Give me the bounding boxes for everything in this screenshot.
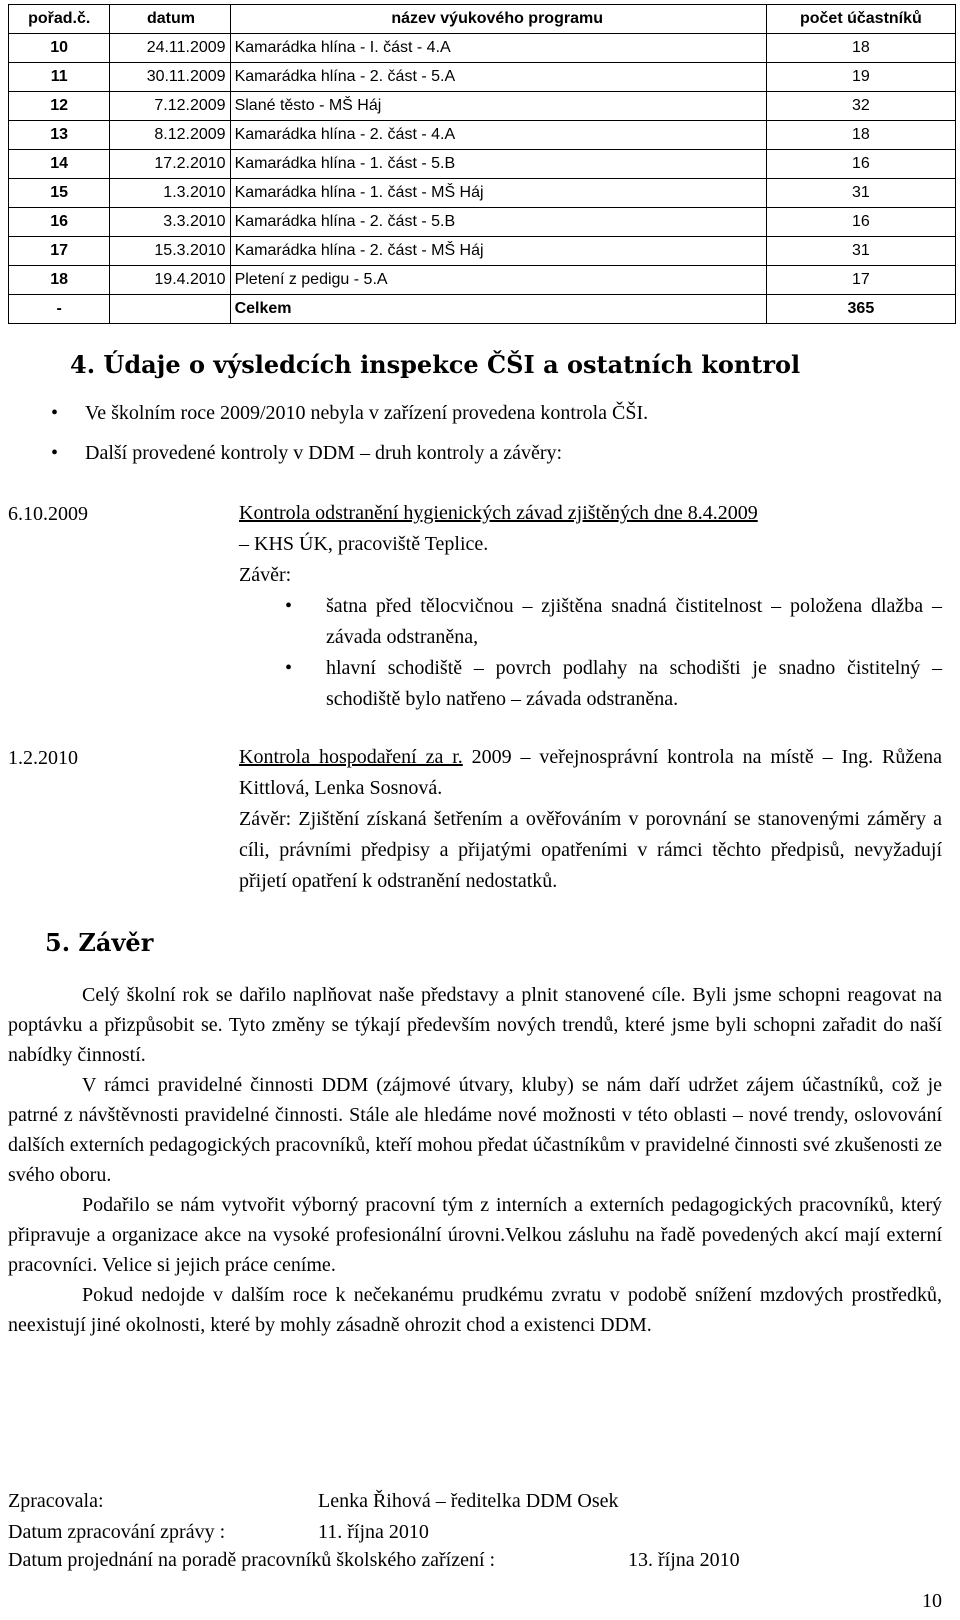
cell-num: 14 [9, 150, 110, 179]
cell-name: Kamarádka hlína - 2. část - 5.B [230, 208, 766, 237]
cell-count: 18 [766, 34, 955, 63]
cell-num: 12 [9, 92, 110, 121]
cell-date: 19.4.2010 [110, 266, 230, 295]
cell-num: 16 [9, 208, 110, 237]
table-header-row [9, 5, 956, 34]
bullet-icon: • [285, 595, 293, 617]
paragraph: V rámci pravidelné činnosti DDM (zájmové útvary, kluby) se nám daří udržet zájem účastníků, což je patrné z návštěvnosti pravidelné činnosti. Stále ale hledáme nové možnosti v této oblasti – nové trendy, oslovování dalších externích pedagogických pracovníků, kteří mohou předat účastníkům v pravidelné činnosti své zkušenosti ze svého oboru. [8, 1074, 942, 1186]
table-body [9, 34, 956, 324]
control-date: 1.2.2010 [8, 747, 78, 769]
cell-count: 16 [766, 150, 955, 179]
date-value: 11. října 2010 [318, 1521, 429, 1543]
table-row [9, 92, 956, 121]
table-row [9, 208, 956, 237]
page-number: 10 [922, 1590, 942, 1612]
finding-item: • hlavní schodiště – povrch podlahy na schodišti je snadno čistitelný – schodiště bylo natřeno – závada odstraněna. [239, 653, 942, 715]
cell-count: 18 [766, 121, 955, 150]
cell-count: 31 [766, 237, 955, 266]
cell-name: Pletení z pedigu - 5.A [230, 266, 766, 295]
cell-num: 17 [9, 237, 110, 266]
meeting-value: 13. října 2010 [628, 1549, 740, 1571]
cell-name: Slané těsto - MŠ Háj [230, 92, 766, 121]
control-conclusion: Závěr: Zjištění získaná šetřením a ověřováním v porovnání se stanovenými záměry a cíli, právními předpisy a přijatými opatřeními v rámci těchto předpisů, nevyžadují přijetí opatření k odstranění nedostatků. [239, 808, 942, 892]
date-label: Datum zpracování zprávy : [8, 1521, 226, 1543]
cell-count: 19 [766, 63, 955, 92]
cell-date: 15.3.2010 [110, 237, 230, 266]
footer-prepared [8, 1490, 619, 1513]
meeting-label: Datum projednání na poradě pracovníků školského zařízení : [8, 1549, 496, 1571]
control-title: Kontrola hospodaření za r. [239, 746, 463, 768]
cell-name: Kamarádka hlína - 2. část - 5.A [230, 63, 766, 92]
cell-num: 11 [9, 63, 110, 92]
total-name: Celkem [230, 295, 766, 324]
footer-date [8, 1521, 429, 1544]
cell-num: 13 [9, 121, 110, 150]
paragraph: Pokud nedojde v dalším roce k nečekanému prudkému zvratu v podobě snížení mzdových prostředků, neexistují jiné okolnosti, které by mohly zásadně ohrozit chod a existenci DDM. [8, 1284, 942, 1336]
control-title-rest: 2009 – veřejnosprávní kontrola na místě – Ing. Růžena Kittlová, Lenka Sosnová. [239, 746, 942, 799]
cell-date: 3.3.2010 [110, 208, 230, 237]
control-entry [239, 742, 942, 897]
cell-name: Kamarádka hlína - 1. část - 5.B [230, 150, 766, 179]
footer-meeting [8, 1549, 740, 1572]
cell-date: 17.2.2010 [110, 150, 230, 179]
finding-item: • šatna před tělocvičnou – zjištěna snadná čistitelnost – položena dlažba – závada odstraněna, [239, 591, 942, 653]
table-row [9, 150, 956, 179]
table-row [9, 63, 956, 92]
header-num: pořad.č. [9, 5, 110, 34]
cell-num: 10 [9, 34, 110, 63]
bullet-text: Další provedené kontroly v DDM – druh kontroly a závěry: [85, 442, 563, 464]
control-subtitle: – KHS ÚK, pracoviště Teplice. [239, 533, 489, 555]
bullet-icon: • [51, 442, 59, 464]
programs-table [8, 4, 956, 324]
bullet-icon: • [285, 657, 293, 679]
bullet-text: Ve školním roce 2009/2010 nebyla v zařízení provedena kontrola ČŠI. [85, 402, 649, 424]
cell-date: 1.3.2010 [110, 179, 230, 208]
header-name: název výukového programu [230, 5, 766, 34]
cell-name: Kamarádka hlína - 1. část - MŠ Háj [230, 179, 766, 208]
table-row [9, 34, 956, 63]
cell-date: 24.11.2009 [110, 34, 230, 63]
table-row [9, 237, 956, 266]
header-count: počet účastníků [766, 5, 955, 34]
paragraph: Celý školní rok se dařilo naplňovat naše představy a plnit stanovené cíle. Byli jsme schopni reagovat na poptávku a přizpůsobit se. Tyto změny se týkají především nových trendů, které jsme byli schopni zařadit do naší nabídky činností. [8, 984, 942, 1066]
findings-list [239, 591, 942, 715]
cell-name: Kamarádka hlína - 2. část - 4.A [230, 121, 766, 150]
prepared-value: Lenka Řihová – ředitelka DDM Osek [318, 1490, 619, 1512]
prepared-label: Zpracovala: [8, 1490, 104, 1512]
conclusion-text [8, 980, 942, 1340]
cell-name: Kamarádka hlína - I. část - 4.A [230, 34, 766, 63]
control-date: 6.10.2009 [8, 503, 88, 525]
table-row [9, 121, 956, 150]
header-date: datum [110, 5, 230, 34]
table-total-row [9, 295, 956, 324]
total-num: - [9, 295, 110, 324]
control-title: Kontrola odstranění hygienických závad zjištěných dne 8.4.2009 [239, 502, 758, 524]
total-date [110, 295, 230, 324]
control-entry [239, 498, 942, 715]
cell-num: 18 [9, 266, 110, 295]
cell-count: 31 [766, 179, 955, 208]
section-4-title: 4. Údaje o výsledcích inspekce ČŠI a ostatních kontrol [70, 350, 801, 379]
cell-date: 8.12.2009 [110, 121, 230, 150]
conclusion-label: Závěr: [239, 564, 292, 586]
section-5-title: 5. Závěr [45, 928, 154, 957]
cell-date: 7.12.2009 [110, 92, 230, 121]
cell-num: 15 [9, 179, 110, 208]
cell-name: Kamarádka hlína - 2. část - MŠ Háj [230, 237, 766, 266]
cell-count: 17 [766, 266, 955, 295]
cell-count: 32 [766, 92, 955, 121]
cell-date: 30.11.2009 [110, 63, 230, 92]
paragraph: Podařilo se nám vytvořit výborný pracovní tým z interních a externích pedagogických pracovníků, který připravuje a organizace akce na vysoké profesionální úrovni.Velkou zásluhu na řadě povedených akcí mají externí pracovníci. Velice si jejich práce ceníme. [8, 1194, 942, 1276]
table-row [9, 179, 956, 208]
bullet-icon: • [51, 402, 59, 424]
total-count: 365 [766, 295, 955, 324]
cell-count: 16 [766, 208, 955, 237]
table-row [9, 266, 956, 295]
